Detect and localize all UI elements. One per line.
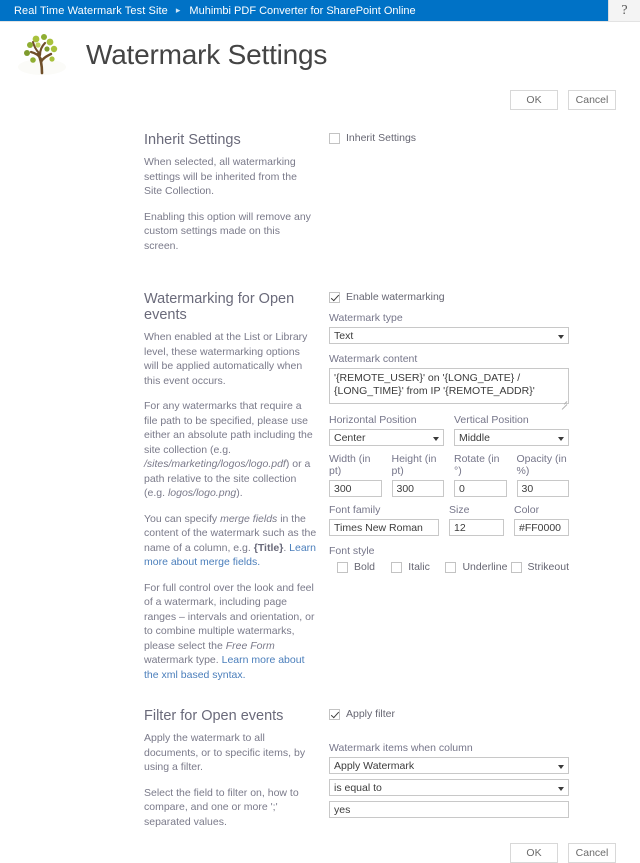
filter-title: Filter for Open events <box>144 708 284 724</box>
filter-operator-select-wrapper[interactable] <box>329 779 569 796</box>
top-button-row <box>0 90 640 110</box>
opacity-group <box>517 446 570 497</box>
width-group <box>329 446 382 497</box>
bold-label[interactable]: Bold <box>354 561 376 573</box>
filter-value-input[interactable] <box>329 801 569 818</box>
opacity-label: Opacity (in %) <box>516 453 567 477</box>
filter-section <box>0 708 640 829</box>
filter-column-select-wrapper[interactable] <box>329 757 569 774</box>
height-group <box>392 446 445 497</box>
cancel-button-top[interactable]: Cancel <box>568 90 616 110</box>
italic-label[interactable]: Italic <box>408 561 430 573</box>
watermarking-desc-2-path-2: logos/logo.png <box>167 487 237 499</box>
settings-form <box>0 90 640 863</box>
font-family-group <box>329 497 439 536</box>
watermarking-desc-3-a: You can specify <box>144 512 221 525</box>
site-breadcrumb-link[interactable]: Real Time Watermark Test Site <box>14 4 168 17</box>
watermarking-desc-2-a: For any watermarks that require a file path to be specified, please use either an absolute path including the site collection (e.g. <box>144 400 313 456</box>
apply-filter-checkbox[interactable] <box>329 709 340 720</box>
filter-value-wrapper <box>329 801 569 818</box>
font-style-bold-row[interactable] <box>337 561 391 573</box>
font-style-underline-row[interactable] <box>445 561 510 573</box>
watermarking-desc-2-c: ). <box>236 487 243 499</box>
font-family-input[interactable] <box>329 519 439 536</box>
apply-filter-row[interactable] <box>329 708 569 720</box>
strikeout-checkbox[interactable] <box>511 562 522 573</box>
watermark-content-label: Watermark content <box>329 353 418 365</box>
horizontal-position-select[interactable] <box>329 429 444 446</box>
cancel-button-bottom[interactable]: Cancel <box>568 843 616 863</box>
color-group <box>514 497 569 536</box>
watermarking-desc-3-title-token: {Title} <box>253 541 284 554</box>
watermarking-controls <box>329 291 569 682</box>
font-style-strikeout-row[interactable] <box>511 561 569 573</box>
watermarking-title: Watermarking for Open events <box>144 291 295 323</box>
watermarking-desc-3 <box>144 512 317 570</box>
filter-description <box>144 708 329 829</box>
horizontal-position-select-wrapper[interactable] <box>329 429 444 446</box>
dimensions-row <box>329 446 569 497</box>
width-input[interactable] <box>329 480 382 497</box>
enable-watermarking-row[interactable] <box>329 291 569 303</box>
watermarking-desc-1: When enabled at the List or Library level, these watermarking options will be applied automatically when this event occurs. <box>144 331 308 387</box>
height-input[interactable] <box>392 480 445 497</box>
ok-button-bottom[interactable]: OK <box>510 843 558 863</box>
italic-checkbox[interactable] <box>391 562 402 573</box>
breadcrumb-chevron-icon: ▸ <box>175 5 181 15</box>
filter-column-label: Watermark items when column <box>329 742 473 754</box>
inherit-settings-checkbox[interactable] <box>329 133 340 144</box>
filter-desc-2: Select the field to filter on, how to compare, and one or more ';' separated values. <box>144 786 299 828</box>
watermarking-description <box>144 291 329 682</box>
watermarking-desc-2-path-1: /sites/marketing/logos/logo.pdf <box>144 458 286 470</box>
enable-watermarking-checkbox[interactable] <box>329 292 340 303</box>
watermark-type-select[interactable] <box>329 327 569 344</box>
learn-more-merge-fields-link[interactable]: Learn more about merge fields. <box>144 541 317 568</box>
filter-column-select[interactable] <box>329 757 569 774</box>
font-size-group <box>449 497 504 536</box>
underline-label[interactable]: Underline <box>462 561 508 573</box>
vertical-position-select[interactable] <box>454 429 569 446</box>
watermark-type-label: Watermark type <box>329 312 403 324</box>
watermark-type-select-wrapper[interactable] <box>329 327 569 344</box>
rotate-label: Rotate (in °) <box>454 453 500 477</box>
font-style-label: Font style <box>329 545 375 557</box>
watermarking-desc-4-a: For full control over the look and feel of a watermark, including page ranges – intervals and orientation, or to combine multiple watermarks, please select the <box>144 581 315 652</box>
current-page-label: Muhimbi PDF Converter for SharePoint Online <box>189 4 416 17</box>
watermark-content-textarea[interactable] <box>329 368 569 404</box>
height-label: Height (in pt) <box>391 453 437 477</box>
apply-filter-label[interactable]: Apply filter <box>346 708 396 720</box>
opacity-input[interactable] <box>517 480 570 497</box>
color-label: Color <box>514 504 540 516</box>
font-style-italic-row[interactable] <box>391 561 445 573</box>
help-question-icon: ? <box>621 2 628 18</box>
ok-button-top[interactable]: OK <box>510 90 558 110</box>
horizontal-position-group <box>329 407 444 446</box>
watermarking-desc-2 <box>144 399 317 501</box>
vertical-position-label: Vertical Position <box>454 414 529 426</box>
watermark-content-wrapper <box>329 368 569 407</box>
width-label: Width (in pt) <box>329 453 371 477</box>
strikeout-label[interactable]: Strikeout <box>527 561 569 573</box>
watermarking-desc-4-b: watermark type. <box>144 654 222 666</box>
filter-operator-select[interactable] <box>329 779 569 796</box>
inherit-settings-desc-2: Enabling this option will remove any custom settings made on this screen. <box>144 210 311 252</box>
filter-desc-1: Apply the watermark to all documents, or to specific items, by using a filter. <box>144 732 306 773</box>
header-divider <box>0 21 640 22</box>
font-style-options <box>329 561 569 573</box>
enable-watermarking-label[interactable]: Enable watermarking <box>346 291 445 303</box>
position-row <box>329 407 569 446</box>
inherit-settings-desc-1: When selected, all watermarking settings will be inherited from the Site Collection. <box>144 156 297 197</box>
tree-logo-icon <box>16 29 68 81</box>
learn-more-xml-syntax-link[interactable]: Learn more about the xml based syntax. <box>144 654 305 681</box>
watermarking-desc-3-b: in the content of the watermark such as the name of a column, e.g. <box>144 512 317 554</box>
bold-checkbox[interactable] <box>337 562 348 573</box>
watermarking-desc-4 <box>144 581 317 683</box>
page-title: Watermark Settings <box>86 39 328 70</box>
inherit-settings-controls <box>329 132 569 253</box>
help-button[interactable] <box>608 0 640 21</box>
font-size-label: Size <box>449 504 470 516</box>
filter-controls <box>329 708 569 829</box>
vertical-position-select-wrapper[interactable] <box>454 429 569 446</box>
watermarking-desc-3-c: . <box>283 541 290 554</box>
inherit-settings-description <box>144 132 329 253</box>
font-row <box>329 497 569 536</box>
page-header <box>0 24 640 86</box>
bottom-button-row <box>0 843 640 863</box>
vertical-position-group <box>454 407 569 446</box>
horizontal-position-label: Horizontal Position <box>329 414 417 426</box>
inherit-settings-checkbox-label[interactable]: Inherit Settings <box>346 132 417 144</box>
font-size-input[interactable] <box>449 519 504 536</box>
color-input[interactable] <box>514 519 569 536</box>
rotate-input[interactable] <box>454 480 507 497</box>
inherit-settings-title: Inherit Settings <box>144 132 241 148</box>
inherit-settings-checkbox-row[interactable] <box>329 132 569 144</box>
watermarking-desc-4-free-form: Free Form <box>225 639 275 652</box>
watermarking-section <box>0 291 640 682</box>
inherit-settings-section <box>0 132 640 253</box>
rotate-group <box>454 446 507 497</box>
font-family-label: Font family <box>329 504 381 516</box>
suite-bar <box>0 0 608 21</box>
underline-checkbox[interactable] <box>445 562 456 573</box>
watermarking-desc-2-b: ) or a path relative to the site collection (e.g. <box>144 458 311 499</box>
watermarking-desc-3-merge-fields: merge fields <box>220 512 278 525</box>
